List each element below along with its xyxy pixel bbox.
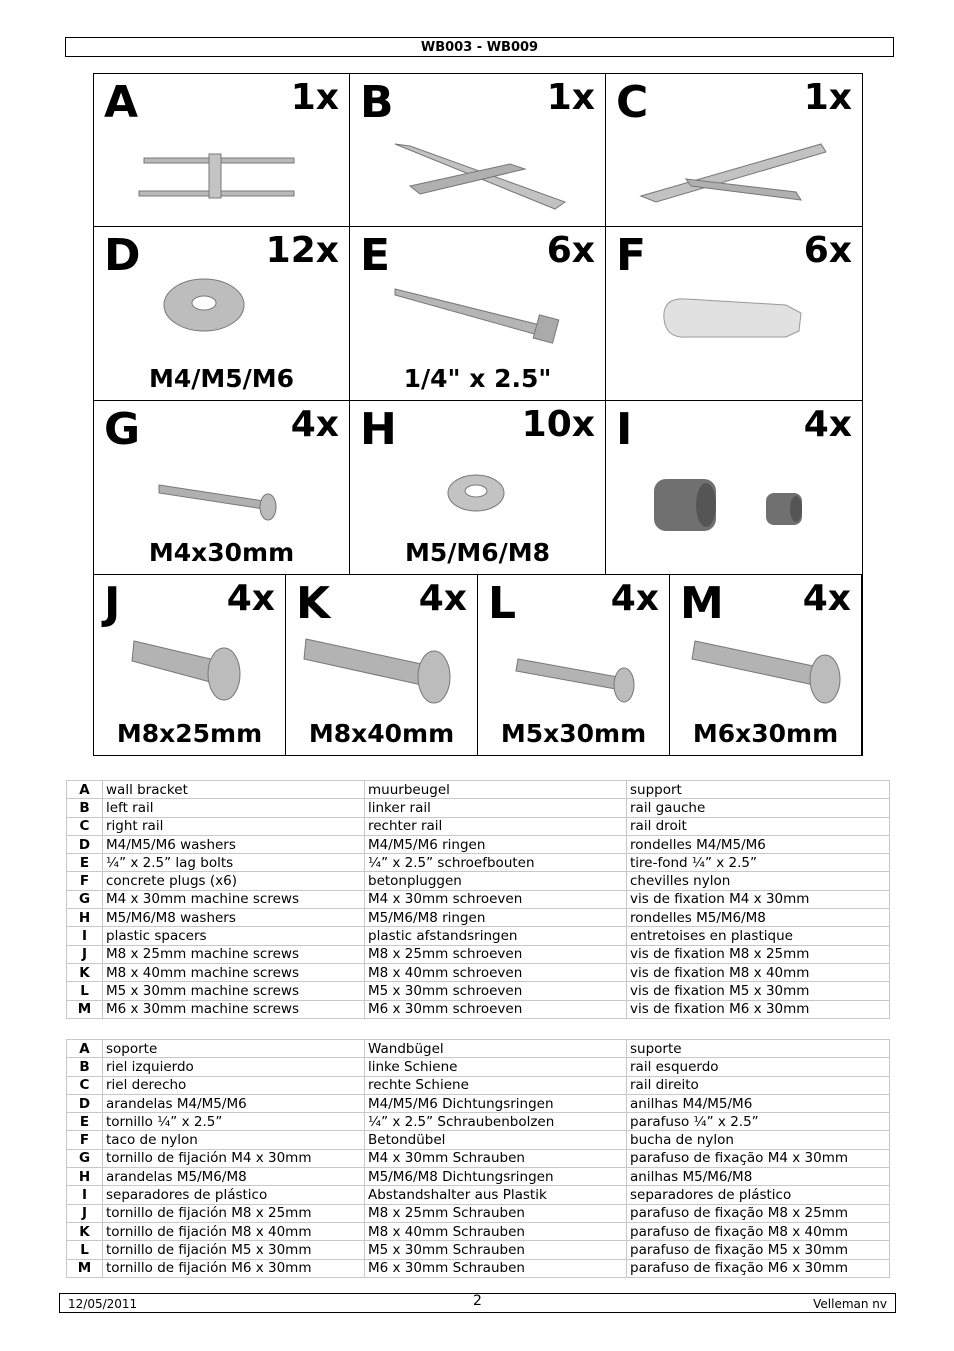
table-row — [67, 854, 890, 872]
part-description: separadores de plástico — [103, 1186, 365, 1204]
part-description: M8 x 40mm machine screws — [103, 963, 365, 981]
table-row — [67, 1131, 890, 1149]
part-letter: L — [488, 578, 517, 629]
part-description: tire-fond ¼” x 2.5” — [627, 854, 890, 872]
table-row — [67, 1186, 890, 1204]
part-description: parafuso ¼” x 2.5” — [627, 1113, 890, 1131]
part-description: M5 x 30mm machine screws — [103, 982, 365, 1000]
part-key: C — [67, 817, 103, 835]
part-description: Abstandshalter aus Plastik — [365, 1186, 627, 1204]
part-description: M5 x 30mm Schrauben — [365, 1241, 627, 1259]
part-description: parafuso de fixação M5 x 30mm — [627, 1241, 890, 1259]
part-cell-f — [606, 227, 863, 401]
table-row — [67, 982, 890, 1000]
part-key: H — [67, 1168, 103, 1186]
part-cell-b — [350, 74, 606, 227]
part-description: betonpluggen — [365, 872, 627, 890]
part-quantity: 6x — [546, 230, 595, 271]
part-description: rail droit — [627, 817, 890, 835]
table-row — [67, 817, 890, 835]
part-key: I — [67, 1186, 103, 1204]
table-row — [67, 1040, 890, 1058]
part-description: right rail — [103, 817, 365, 835]
part-description: taco de nylon — [103, 1131, 365, 1149]
part-description: anilhas M5/M6/M8 — [627, 1168, 890, 1186]
part-description: rail esquerdo — [627, 1058, 890, 1076]
part-description: riel izquierdo — [103, 1058, 365, 1076]
table-row — [67, 963, 890, 981]
part-description: left rail — [103, 799, 365, 817]
part-description: rechter rail — [365, 817, 627, 835]
part-description: vis de fixation M5 x 30mm — [627, 982, 890, 1000]
part-description: tornillo ¼” x 2.5” — [103, 1113, 365, 1131]
parts-grid — [93, 73, 863, 756]
header-title: WB003 - WB009 — [420, 40, 539, 55]
part-quantity: 12x — [265, 230, 339, 271]
part-quantity: 10x — [521, 404, 595, 445]
part-description: vis de fixation M4 x 30mm — [627, 890, 890, 908]
part-description: concrete plugs (x6) — [103, 872, 365, 890]
parts-table-en-nl-fr — [66, 780, 890, 1019]
part-description: soporte — [103, 1040, 365, 1058]
part-description: tornillo de fijación M8 x 40mm — [103, 1222, 365, 1240]
part-description: ¼” x 2.5” lag bolts — [103, 854, 365, 872]
part-letter: H — [360, 404, 397, 455]
part-description: rail gauche — [627, 799, 890, 817]
part-description: linke Schiene — [365, 1058, 627, 1076]
part-description: M4 x 30mm machine screws — [103, 890, 365, 908]
part-description: rondelles M4/M5/M6 — [627, 835, 890, 853]
part-description: arandelas M5/M6/M8 — [103, 1168, 365, 1186]
part-description: M8 x 25mm schroeven — [365, 945, 627, 963]
part-description: separadores de plástico — [627, 1186, 890, 1204]
part-size: M5x30mm — [500, 719, 647, 748]
part-cell-a — [94, 74, 350, 227]
part-letter: I — [616, 404, 633, 455]
part-description: M5 x 30mm schroeven — [365, 982, 627, 1000]
part-description: vis de fixation M6 x 30mm — [627, 1000, 890, 1018]
part-description: rondelles M5/M6/M8 — [627, 909, 890, 927]
part-key: E — [67, 1113, 103, 1131]
table-row — [67, 1222, 890, 1240]
table-row — [67, 909, 890, 927]
table-row — [67, 1113, 890, 1131]
part-letter: K — [296, 578, 331, 629]
part-description: vis de fixation M8 x 40mm — [627, 963, 890, 981]
part-letter: A — [104, 77, 139, 128]
part-description: vis de fixation M8 x 25mm — [627, 945, 890, 963]
table-row — [67, 1259, 890, 1277]
part-quantity: 1x — [546, 77, 595, 118]
part-description: ¼” x 2.5” schroefbouten — [365, 854, 627, 872]
part-key: H — [67, 909, 103, 927]
part-description: parafuso de fixação M8 x 40mm — [627, 1222, 890, 1240]
part-letter: J — [104, 578, 121, 629]
part-description: M8 x 25mm Schrauben — [365, 1204, 627, 1222]
part-description: riel derecho — [103, 1076, 365, 1094]
part-description: M4/M5/M6 ringen — [365, 835, 627, 853]
part-quantity: 1x — [290, 77, 339, 118]
part-description: ¼” x 2.5” Schraubenbolzen — [365, 1113, 627, 1131]
part-size: M8x40mm — [308, 719, 455, 748]
part-description: linker rail — [365, 799, 627, 817]
part-description: suporte — [627, 1040, 890, 1058]
part-letter: B — [360, 77, 394, 128]
part-key: K — [67, 963, 103, 981]
part-key: A — [67, 781, 103, 799]
part-key: G — [67, 1149, 103, 1167]
part-key: G — [67, 890, 103, 908]
part-cell-g — [94, 401, 350, 575]
part-description: plastic spacers — [103, 927, 365, 945]
part-cell-e — [350, 227, 606, 401]
part-key: D — [67, 835, 103, 853]
part-key: L — [67, 982, 103, 1000]
part-description: parafuso de fixação M8 x 25mm — [627, 1204, 890, 1222]
part-description: M5/M6/M8 ringen — [365, 909, 627, 927]
part-key: F — [67, 872, 103, 890]
part-key: E — [67, 854, 103, 872]
table-row — [67, 835, 890, 853]
part-description: tornillo de fijación M6 x 30mm — [103, 1259, 365, 1277]
footer-date: 12/05/2011 — [68, 1297, 138, 1311]
part-key: A — [67, 1040, 103, 1058]
part-letter: G — [104, 404, 141, 455]
part-quantity: 4x — [418, 578, 467, 619]
part-quantity: 4x — [803, 404, 852, 445]
part-description: M6 x 30mm Schrauben — [365, 1259, 627, 1277]
part-description: plastic afstandsringen — [365, 927, 627, 945]
part-key: J — [67, 1204, 103, 1222]
part-quantity: 4x — [802, 578, 851, 619]
table-row — [67, 781, 890, 799]
part-key: M — [67, 1259, 103, 1277]
part-cell-d — [94, 227, 350, 401]
part-size: M6x30mm — [692, 719, 839, 748]
part-key: K — [67, 1222, 103, 1240]
part-description: tornillo de fijación M8 x 25mm — [103, 1204, 365, 1222]
part-key: C — [67, 1076, 103, 1094]
part-key: B — [67, 799, 103, 817]
part-cell-c — [606, 74, 863, 227]
part-description: Wandbügel — [365, 1040, 627, 1058]
part-description: M6 x 30mm machine screws — [103, 1000, 365, 1018]
part-quantity: 4x — [290, 404, 339, 445]
part-key: F — [67, 1131, 103, 1149]
part-description: muurbeugel — [365, 781, 627, 799]
part-cell-i — [606, 401, 863, 575]
part-quantity: 6x — [803, 230, 852, 271]
part-letter: M — [680, 578, 724, 629]
part-description: bucha de nylon — [627, 1131, 890, 1149]
part-description: tornillo de fijación M4 x 30mm — [103, 1149, 365, 1167]
footer-company: Velleman nv — [813, 1297, 887, 1311]
document-header — [65, 37, 894, 57]
part-description: support — [627, 781, 890, 799]
part-description: rail direito — [627, 1076, 890, 1094]
table-row — [67, 1058, 890, 1076]
part-description: rechte Schiene — [365, 1076, 627, 1094]
part-key: J — [67, 945, 103, 963]
part-size: M4/M5/M6 — [148, 364, 295, 393]
part-description: M4 x 30mm schroeven — [365, 890, 627, 908]
table-row — [67, 1076, 890, 1094]
part-cell-k — [286, 575, 478, 756]
part-key: I — [67, 927, 103, 945]
part-description: wall bracket — [103, 781, 365, 799]
document-footer — [59, 1293, 896, 1313]
part-description: anilhas M4/M5/M6 — [627, 1094, 890, 1112]
part-size: 1/4" x 2.5" — [403, 364, 552, 393]
table-row — [67, 1149, 890, 1167]
part-cell-m — [670, 575, 862, 756]
table-row — [67, 1241, 890, 1259]
table-row — [67, 927, 890, 945]
part-description: M8 x 40mm Schrauben — [365, 1222, 627, 1240]
part-letter: D — [104, 230, 141, 281]
table-row — [67, 1094, 890, 1112]
table-row — [67, 1204, 890, 1222]
part-description: parafuso de fixação M4 x 30mm — [627, 1149, 890, 1167]
table-row — [67, 1168, 890, 1186]
part-description: M5/M6/M8 washers — [103, 909, 365, 927]
part-cell-j — [94, 575, 286, 756]
part-letter: E — [360, 230, 391, 281]
part-quantity: 1x — [803, 77, 852, 118]
part-description: M4 x 30mm Schrauben — [365, 1149, 627, 1167]
table-row — [67, 1000, 890, 1018]
part-description: entretoises en plastique — [627, 927, 890, 945]
part-key: B — [67, 1058, 103, 1076]
part-description: M8 x 40mm schroeven — [365, 963, 627, 981]
part-quantity: 4x — [226, 578, 275, 619]
part-description: M5/M6/M8 Dichtungsringen — [365, 1168, 627, 1186]
part-letter: C — [616, 77, 649, 128]
part-description: M8 x 25mm machine screws — [103, 945, 365, 963]
page-number: 2 — [473, 1293, 482, 1309]
table-row — [67, 890, 890, 908]
part-size: M4x30mm — [148, 538, 295, 567]
part-description: chevilles nylon — [627, 872, 890, 890]
part-size: M8x25mm — [116, 719, 263, 748]
part-size: M5/M6/M8 — [404, 538, 551, 567]
part-quantity: 4x — [610, 578, 659, 619]
part-description: M6 x 30mm schroeven — [365, 1000, 627, 1018]
part-cell-l — [478, 575, 670, 756]
part-letter: F — [616, 230, 647, 281]
part-key: M — [67, 1000, 103, 1018]
part-description: M4/M5/M6 Dichtungsringen — [365, 1094, 627, 1112]
part-description: arandelas M4/M5/M6 — [103, 1094, 365, 1112]
part-description: parafuso de fixação M6 x 30mm — [627, 1259, 890, 1277]
table-row — [67, 945, 890, 963]
parts-table-es-de-pt — [66, 1039, 890, 1278]
table-row — [67, 872, 890, 890]
part-description: tornillo de fijación M5 x 30mm — [103, 1241, 365, 1259]
table-row — [67, 799, 890, 817]
part-key: L — [67, 1241, 103, 1259]
part-description: Betondübel — [365, 1131, 627, 1149]
part-key: D — [67, 1094, 103, 1112]
part-description: M4/M5/M6 washers — [103, 835, 365, 853]
part-cell-h — [350, 401, 606, 575]
